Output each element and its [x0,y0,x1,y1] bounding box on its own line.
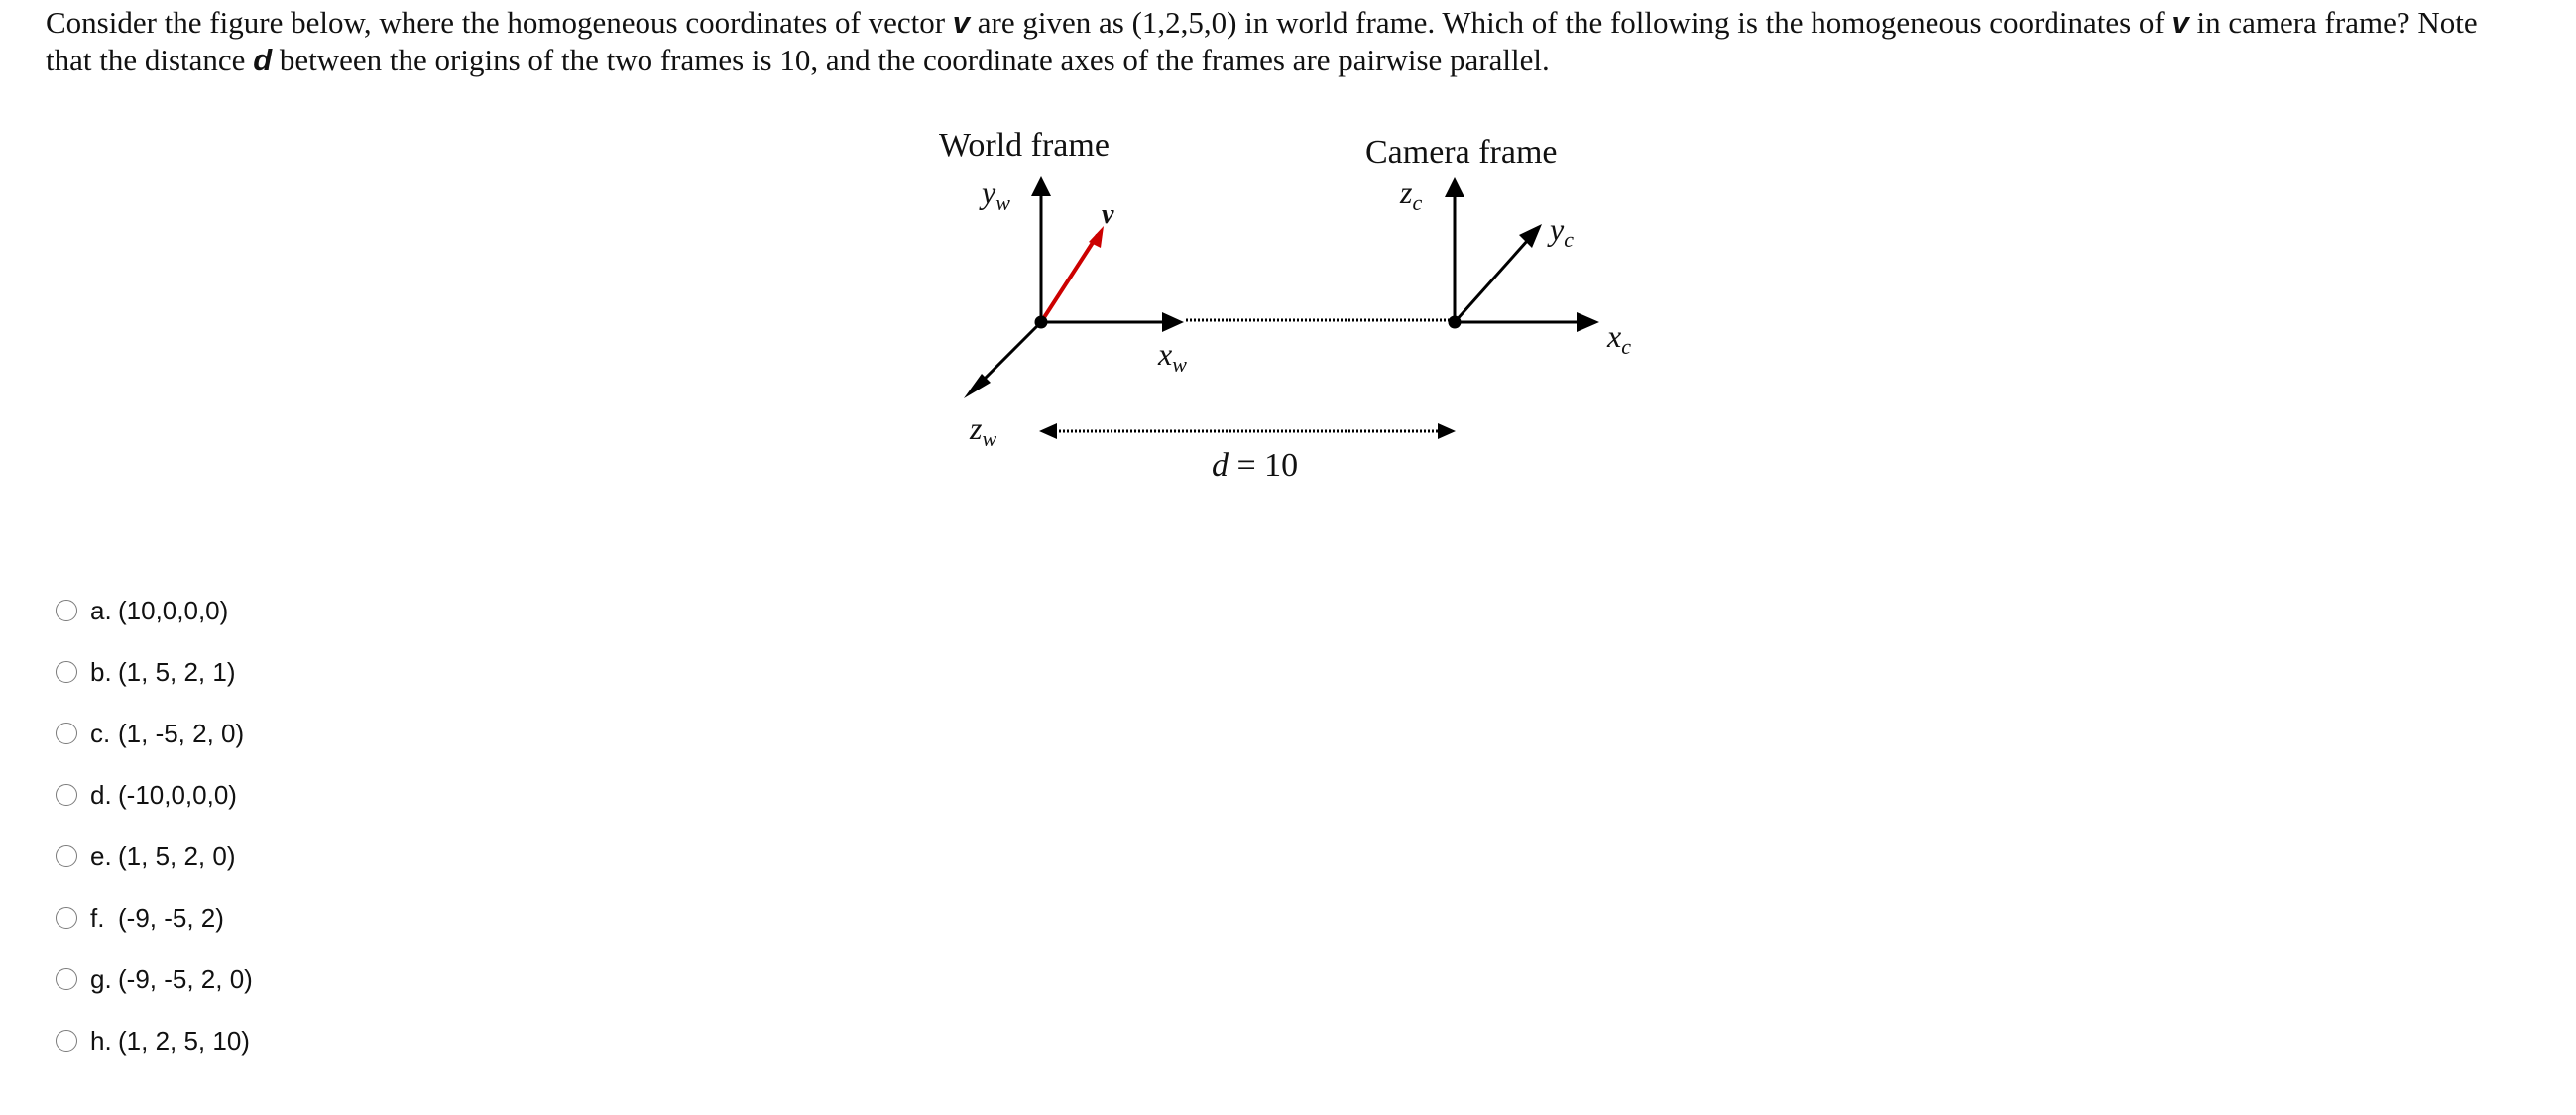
axis-subscript: c [1621,334,1631,359]
camera-x-arrowhead [1577,312,1599,332]
option-letter: c. [90,718,111,748]
distance-left-arrowhead [1039,423,1057,439]
camera-frame-axes [1445,177,1599,332]
vector-v-symbol: v [2171,5,2189,40]
option-e[interactable] [56,826,253,887]
axis-subscript: w [995,190,1010,215]
option-letter: g. [90,963,112,994]
axis-letter: z [1400,174,1413,210]
option-letter: d. [90,779,112,810]
camera-z-arrowhead [1445,177,1464,197]
world-z-axis [977,322,1041,387]
radio-button[interactable] [56,907,77,929]
option-letter: a. [90,595,112,625]
frames-diagram [0,0,2576,555]
camera-frame-title: Camera frame [1365,134,1558,170]
option-a[interactable] [56,580,253,641]
option-text: (10,0,0,0) [118,595,229,625]
option-text: (-9, -5, 2) [118,902,224,933]
distance-label [1212,447,1298,484]
radio-button[interactable] [56,968,77,990]
option-f[interactable] [56,887,253,948]
camera-y-label [1547,211,1574,252]
radio-button[interactable] [56,845,77,867]
axis-letter: x [1158,336,1173,372]
axis-letter: y [1550,211,1565,247]
vector-v-arrow [1041,235,1098,322]
question-text-part: are given as (1,2,5,0) in world frame. Which of the following is the homogeneous coordinates of [970,5,2172,40]
radio-button[interactable] [56,1030,77,1052]
camera-z-label [1399,174,1422,215]
option-text: (1, -5, 2, 0) [118,718,245,748]
axis-subscript: w [1172,352,1187,377]
axis-subscript: c [1564,227,1574,252]
axis-letter: x [1607,318,1622,354]
axis-letter: y [982,174,996,210]
option-letter: e. [90,840,112,871]
axis-subscript: c [1412,190,1423,215]
distance-d-symbol: d [1212,447,1229,484]
world-x-label [1157,336,1187,377]
question-text-part: Consider the figure below, where the homogeneous coordinates of vector [46,5,953,40]
option-text: (1, 5, 2, 1) [118,656,236,687]
world-origin [1035,316,1048,329]
option-d[interactable] [56,764,253,826]
option-letter: b. [90,656,112,687]
axis-subscript: w [982,426,997,451]
question-text-part: between the origins of the two frames is 10, and the coordinate axes of the frames are pairwise parallel. [272,43,1550,77]
option-b[interactable] [56,641,253,703]
distance-d-symbol: d [253,43,273,77]
option-h[interactable] [56,1010,253,1071]
option-text: (-9, -5, 2, 0) [118,963,253,994]
option-text: (-10,0,0,0) [118,779,237,810]
radio-button[interactable] [56,600,77,621]
world-frame-title: World frame [939,127,1110,164]
world-x-arrowhead [1162,312,1184,332]
radio-button[interactable] [56,784,77,806]
camera-y-axis [1455,240,1528,322]
option-letter: f. [90,902,105,933]
distance-right-arrowhead [1438,423,1456,439]
option-letter: h. [90,1025,112,1056]
vector-v-label: v [1102,199,1114,230]
option-g[interactable] [56,948,253,1010]
vector-v-symbol: v [952,5,971,40]
axis-letter: z [970,410,983,446]
distance-value: = 10 [1229,447,1299,484]
option-text: (1, 2, 5, 10) [118,1025,250,1056]
radio-button[interactable] [56,723,77,744]
camera-x-label [1606,318,1631,359]
answer-options [56,580,253,1071]
option-text: (1, 5, 2, 0) [118,840,236,871]
camera-origin [1449,316,1462,329]
world-z-label [969,410,996,451]
world-y-arrowhead [1031,176,1051,196]
question-text-part: in camera frame? Note [2188,5,2478,40]
radio-button[interactable] [56,661,77,683]
world-y-label [979,174,1010,215]
question-text-part: that the distance [46,43,254,77]
option-c[interactable] [56,703,253,764]
